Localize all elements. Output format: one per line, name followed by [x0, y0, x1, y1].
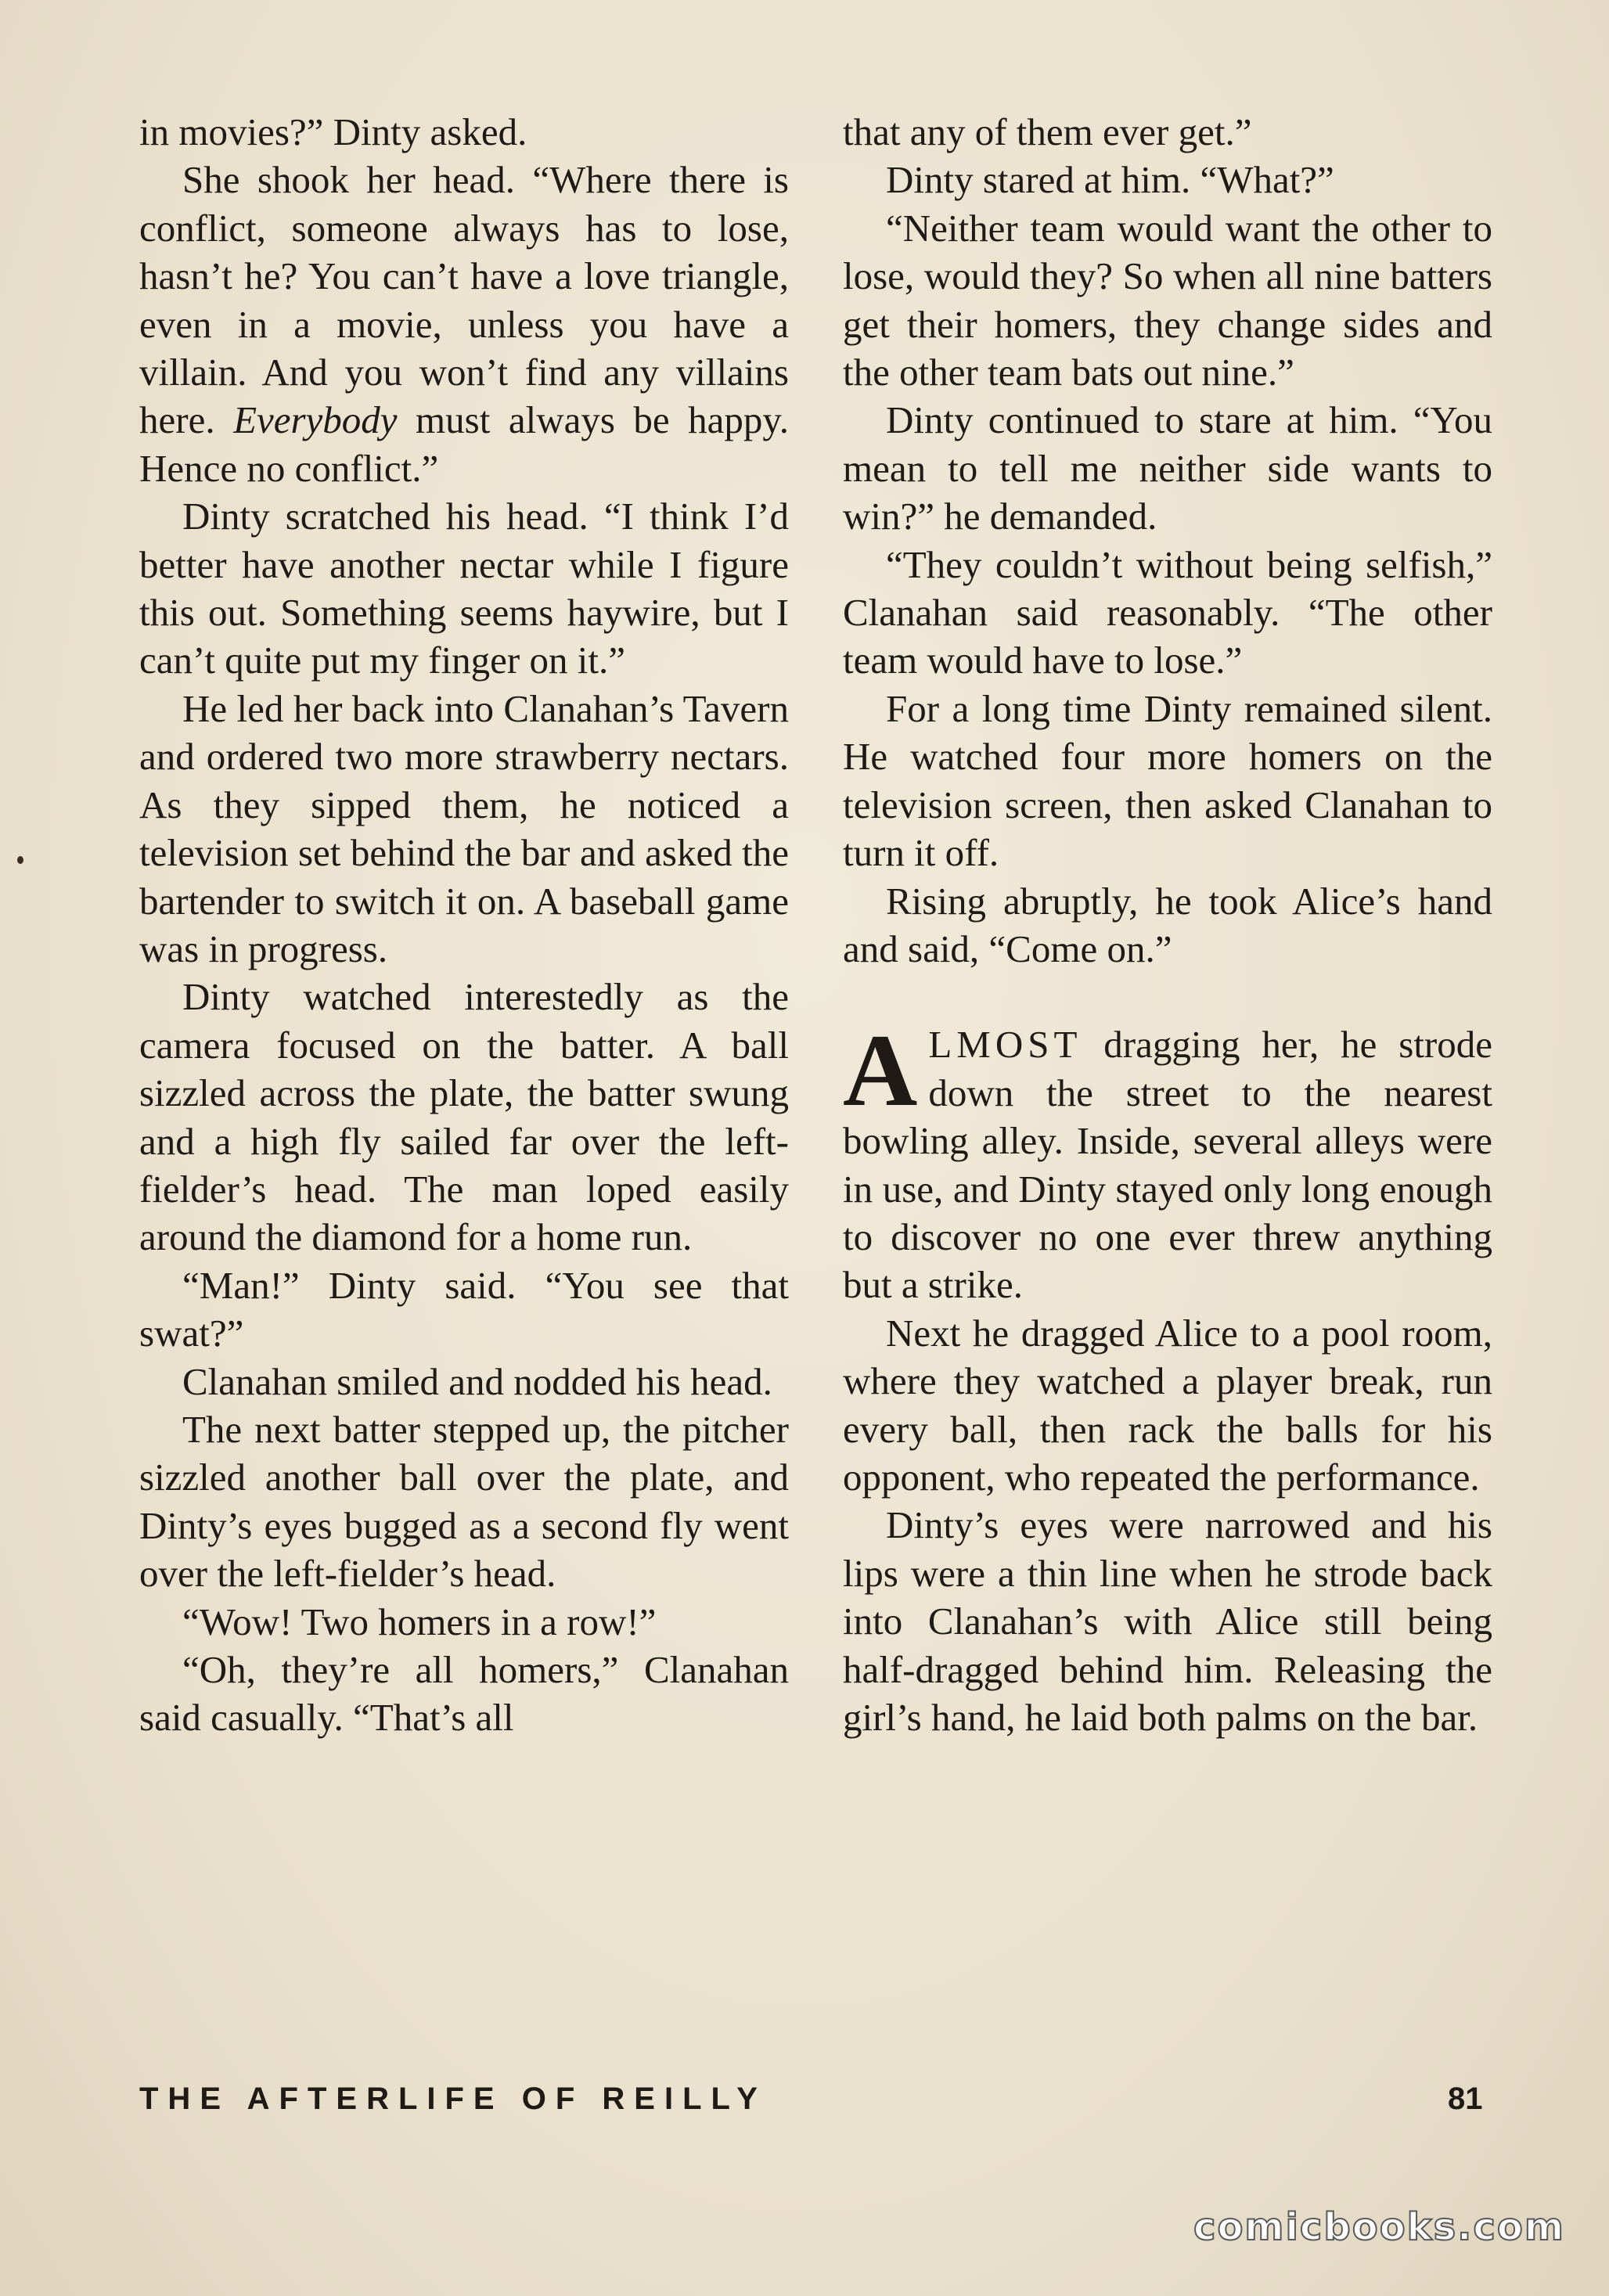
print-speck: [17, 856, 23, 864]
page-number: 81: [1448, 2082, 1483, 2116]
paragraph: She shook her head. “Where there is conflict, someone always has to lose, hasn’t he? You can’t have a love triangle, even in a movie, unless you have a villain. And you won’t find any villains here. Everybody must always be happy. Hence no conflict.”: [139, 158, 789, 490]
running-footer-title: THE AFTERLIFE OF REILLY: [139, 2082, 767, 2116]
right-column: [843, 108, 1492, 1741]
paragraph: “Oh, they’re all homers,” Clanahan said casually. “That’s all: [139, 1648, 789, 1740]
paragraph: in movies?” Dinty asked.: [139, 110, 527, 153]
small-caps-lead: LMOST: [928, 1023, 1082, 1067]
paragraph: “They couldn’t without being selfish,” Clanahan said reasonably. “The other team would have to lose.”: [843, 542, 1492, 682]
paragraph: Clanahan smiled and nodded his head.: [182, 1359, 772, 1403]
paragraph: The next batter stepped up, the pitcher sizzled another ball over the plate, and Dinty’s eyes bugged as a second fly went over the left-fielder’s head.: [139, 1407, 789, 1596]
paragraph: “Wow! Two homers in a row!”: [182, 1600, 657, 1643]
paragraph: Dinty scratched his head. “I think I’d better have another nectar while I figure this out. Something seems haywire, but I can’t quite put my finger on it.”: [139, 495, 789, 682]
paragraph: that any of them ever get.”: [843, 110, 1252, 153]
paragraph: Next he dragged Alice to a pool room, where they watched a player break, run every ball, then rack the balls for his opponent, who repeated the performance.: [843, 1311, 1492, 1499]
section-opening-paragraph: ALMOST dragging her, he strode down the street to the nearest bowling alley. Inside, several alleys were in use, and Dinty stayed only long enough to discover no one ever threw anything but a strike.: [843, 1013, 1492, 1307]
paragraph: “Man!” Dinty said. “You see that swat?”: [139, 1263, 789, 1355]
paragraph: For a long time Dinty remained silent. He watched four more homers on the television screen, then asked Clanahan to turn it off.: [843, 686, 1492, 875]
paragraph: He led her back into Clanahan’s Tavern and ordered two more strawberry nectars. As they sipped them, he noticed a television set behind the bar and asked the bartender to switch it on. A baseball game was in progress.: [139, 686, 789, 970]
drop-cap: A: [843, 1013, 918, 1128]
paragraph: “Neither team would want the other to lose, would they? So when all nine batters get their homers, they change sides and the other team bats out nine.”: [843, 206, 1492, 394]
paragraph: Dinty continued to stare at him. “You mean to tell me neither side wants to win?” he demanded.: [843, 398, 1492, 538]
paragraph: Dinty’s eyes were narrowed and his lips were a thin line when he strode back into Clanahan’s with Alice still being half-dragged behind him. Releasing the girl’s hand, he laid both palms on the bar.: [843, 1503, 1492, 1739]
paragraph: Dinty watched interestedly as the camera focused on the batter. A ball sizzled across the plate, the batter swung and a high fly sailed far over the left-fielder’s head. The man loped easily around the diamond for a home run.: [139, 975, 789, 1259]
paragraph: Dinty stared at him. “What?”: [886, 158, 1334, 202]
paragraph: Rising abruptly, he took Alice’s hand and said, “Come on.”: [843, 879, 1492, 970]
left-column: [139, 108, 789, 1742]
watermark: comicbooks.com: [1193, 2205, 1565, 2249]
